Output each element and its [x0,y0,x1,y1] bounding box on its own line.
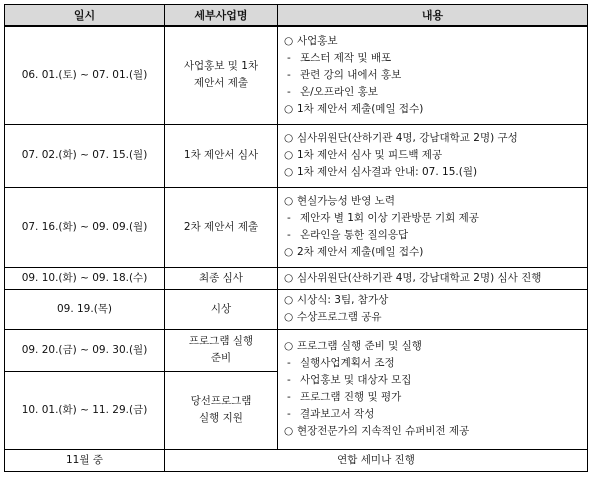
dash-bullet: - [287,391,291,403]
circle-bullet-icon: ○ [284,294,294,306]
content-text: 제안자 별 1회 이상 기관방문 기회 제공 [300,212,479,224]
content-line [284,270,581,287]
task-cell [165,187,278,267]
content-text: 프로그램 진행 및 평가 [300,391,402,403]
content-line [284,164,581,181]
content-line [284,389,581,406]
content-text: 관련 강의 내에서 홍보 [300,68,402,81]
content-cell-wide: 연합 세미나 진행 [165,449,588,471]
content-line [284,309,581,326]
content-line [284,210,581,227]
content-line [284,147,581,164]
circle-bullet-icon: ○ [284,311,294,323]
task-line: 사업홍보 및 1차 [183,60,259,73]
content-line [284,101,581,118]
task-line: 준비 [210,352,232,364]
dash-bullet: - [287,212,291,224]
circle-bullet-icon: ○ [284,34,294,47]
dash-bullet: - [287,408,291,420]
task-line: 시상 [210,302,232,315]
circle-bullet-icon: ○ [284,132,294,144]
task-line: 2차 제안서 제출 [183,220,259,233]
schedule-table [4,4,588,472]
header-content: 내용 [278,5,588,27]
content-cell [278,267,588,289]
date-cell: 09. 10.(화) ~ 09. 18.(수) [5,267,165,289]
task-cell [165,371,278,449]
circle-bullet-icon: ○ [284,195,294,207]
content-cell [278,289,588,329]
schedule-table-wrapper [4,4,588,472]
table-row-last [5,449,588,471]
content-text: 사업홍보 [297,34,338,47]
content-text: 온라인을 통한 질의응답 [300,229,409,241]
dash-bullet: - [287,68,291,81]
content-text: 온/오프라인 홍보 [300,85,378,98]
table-row [5,26,588,124]
content-line [284,227,581,244]
circle-bullet-icon: ○ [284,340,294,352]
schedule-body [5,26,588,471]
table-row [5,267,588,289]
dash-bullet: - [287,229,291,241]
task-line: 최종 심사 [199,271,243,284]
circle-bullet-icon: ○ [284,166,294,178]
content-text: 포스터 제작 및 배포 [300,51,392,64]
header-row [5,5,588,27]
table-row [5,124,588,187]
content-line [284,355,581,372]
dash-bullet: - [287,51,291,64]
task-line: 1차 제안서 심사 [183,149,259,161]
table-row [5,329,588,371]
content-line [284,423,581,440]
task-cell [165,267,278,289]
content-text: 2차 제안서 제출(메일 접수) [297,246,424,258]
content-text: 현실가능성 반영 노력 [297,195,395,207]
task-cell [165,289,278,329]
content-line [284,338,581,355]
content-text: 시상식: 3팀, 참가상 [297,294,389,306]
content-cell [278,187,588,267]
task-line: 당선프로그램 [190,395,252,407]
task-line: 실행 지원 [199,412,243,424]
date-cell: 09. 20.(금) ~ 09. 30.(월) [5,329,165,371]
content-text: 프로그램 실행 준비 및 실행 [297,340,422,352]
content-line [284,33,581,50]
task-line: 프로그램 실행 [188,335,254,347]
dash-bullet: - [287,357,291,369]
content-line [284,50,581,67]
circle-bullet-icon: ○ [284,425,294,437]
content-line [284,292,581,309]
table-row [5,187,588,267]
circle-bullet-icon: ○ [284,246,294,258]
content-cell [278,26,588,124]
header-task: 세부사업명 [165,5,278,27]
date-cell: 09. 19.(목) [5,289,165,329]
task-line: 제안서 제출 [193,77,249,90]
date-cell: 10. 01.(화) ~ 11. 29.(금) [5,371,165,449]
date-cell: 07. 16.(화) ~ 09. 09.(월) [5,187,165,267]
circle-bullet-icon: ○ [284,271,294,284]
content-line [284,244,581,261]
content-text: 1차 제안서 심사결과 안내: 07. 15.(월) [297,166,478,178]
content-line [284,130,581,147]
circle-bullet-icon: ○ [284,149,294,161]
content-text: 수상프로그램 공유 [297,311,382,323]
task-cell [165,26,278,124]
content-line [284,84,581,101]
date-cell: 07. 02.(화) ~ 07. 15.(월) [5,124,165,187]
content-line [284,406,581,423]
content-text: 심사위원단(산하기관 4명, 강남대학교 2명) 구성 [297,132,518,144]
content-cell-merged [278,329,588,449]
dash-bullet: - [287,85,291,98]
content-text: 사업홍보 및 대상자 모집 [300,374,412,386]
content-line [284,372,581,389]
content-cell [278,124,588,187]
task-cell [165,329,278,371]
content-text: 현장전문가의 지속적인 슈퍼비전 제공 [297,425,470,437]
content-line [284,67,581,84]
date-cell: 11월 중 [5,449,165,471]
date-cell: 06. 01.(토) ~ 07. 01.(월) [5,26,165,124]
content-text: 결과보고서 작성 [300,408,375,420]
header-date: 일시 [5,5,165,27]
content-text: 실행사업계획서 조정 [300,357,395,369]
content-text: 1차 제안서 제출(메일 접수) [297,102,424,115]
circle-bullet-icon: ○ [284,102,294,115]
content-text: 심사위원단(산하기관 4명, 강남대학교 2명) 심사 진행 [297,271,542,284]
content-line [284,193,581,210]
content-text: 1차 제안서 심사 및 피드백 제공 [297,149,443,161]
dash-bullet: - [287,374,291,386]
task-cell [165,124,278,187]
table-row [5,289,588,329]
